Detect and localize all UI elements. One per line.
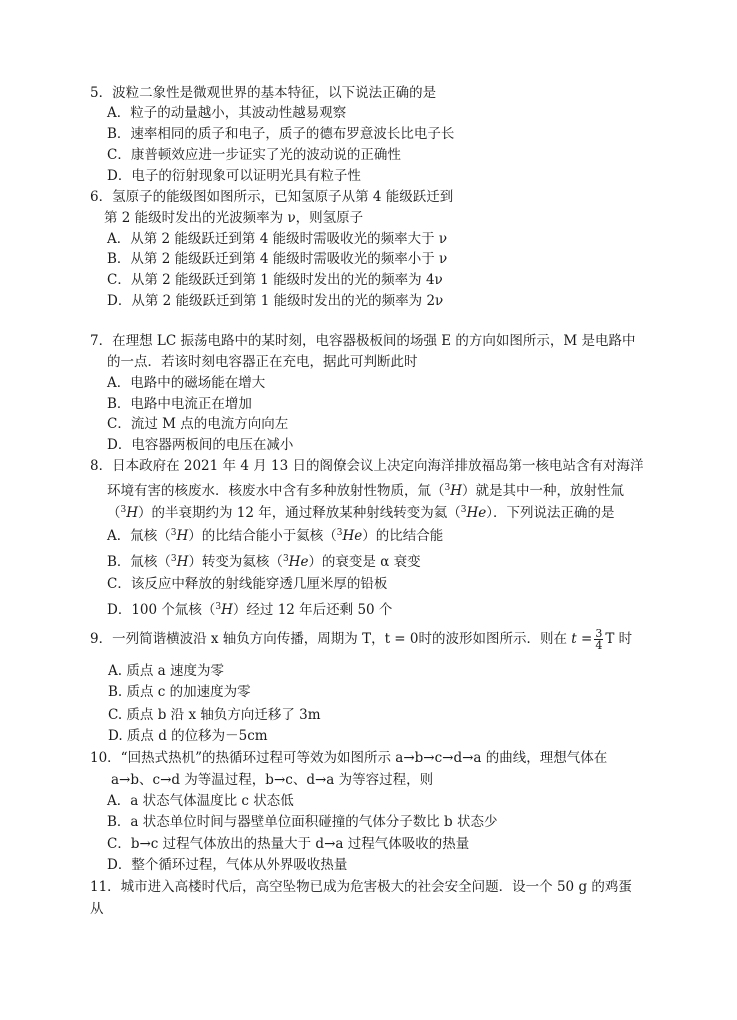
q5-option-c: C．康普顿效应进一步证实了光的波动说的正确性	[107, 147, 401, 163]
q10-option-b: B．a 状态单位时间与器壁单位面积碰撞的气体分子数比 b 状态少	[107, 814, 498, 830]
q6-option-d: D．从第 2 能级跃迁到第 1 能级时发出的光的频率为 2ν	[107, 293, 444, 309]
q9-option-c: C. 质点 b 沿 x 轴负方向迁移了 3m	[108, 707, 321, 723]
q7-option-b: B．电路中电流正在增加	[107, 396, 252, 412]
tritium-symbol: $^3$H	[215, 602, 233, 618]
q10-stem-line1: 10．“回热式热机”的热循环过程可等效为如图所示 a→b→c→d→a 的曲线，理想气体在	[90, 750, 608, 766]
helium-symbol: $^3$He	[282, 554, 309, 570]
q5-option-d: D．电子的衍射现象可以证明光具有粒子性	[107, 168, 361, 184]
q6-stem-line1: 6．氢原子的能级图如图所示，已知氢原子从第 4 能级跃迁到	[90, 189, 454, 205]
q7-option-a: A．电路中的磁场能在增大	[107, 375, 266, 391]
q6-stem-line2: 第 2 能级时发出的光波频率为 ν，则氢原子	[104, 210, 364, 226]
q11-stem-line1: 11．城市进入高楼时代后，高空坠物已成为危害极大的社会安全问题．设一个 50 g 的鸡蛋	[90, 879, 632, 895]
q10-stem-line2: a→b、c→d 为等温过程，b→c、d→a 为等容过程，则	[111, 772, 434, 788]
q5-option-a: A．粒子的动量越小，其波动性越易观察	[107, 105, 347, 121]
q7-option-d: D．电容器两板间的电压在减小	[107, 437, 294, 453]
fraction-three-quarters: $\frac{3}{4}$	[595, 627, 603, 652]
q7-stem-line1: 7．在理想 LC 振荡电路中的某时刻，电容器极板间的场强 E 的方向如图所示，M 是电路中	[90, 333, 636, 349]
tritium-symbol: $^3$H	[120, 505, 139, 521]
q6-option-b: B．从第 2 能级跃迁到第 4 能级时需吸收光的频率小于 ν	[107, 251, 448, 267]
tritium-symbol: $^3$H	[444, 483, 463, 499]
q8-option-b: B．氚核（$^3$H）转变为氦核（$^3$He）的衰变是 α 衰变	[107, 554, 421, 570]
q10-option-a: A．a 状态气体温度比 c 状态低	[107, 793, 294, 809]
q8-option-d: D．100 个氚核（$^3$H）经过 12 年后还剩 50 个	[107, 602, 393, 618]
tritium-symbol: $^3$H	[170, 554, 189, 570]
q8-stem-line2: 环境有害的核废水．核废水中含有多种放射性物质，氚（$^3$H）就是其中一种，放射性氚	[107, 483, 625, 499]
q8-stem-line1: 8．日本政府在 2021 年 4 月 13 日的阁僚会议上决定向海洋排放福岛第一核电站含有对海洋	[90, 458, 644, 474]
q10-option-d: D．整个循环过程，气体从外界吸收热量	[107, 857, 348, 873]
q6-option-c: C．从第 2 能级跃迁到第 1 能级时发出的光的频率为 4ν	[107, 272, 443, 288]
q9-option-b: B. 质点 c 的加速度为零	[108, 684, 251, 700]
q5-stem: 5．波粒二象性是微观世界的基本特征，以下说法正确的是	[90, 85, 437, 101]
q7-option-c: C．流过 M 点的电流方向向左	[107, 416, 289, 432]
q5-option-b: B．速率相同的质子和电子，质子的德布罗意波长比电子长	[107, 126, 455, 142]
q9-option-a: A. 质点 a 速度为零	[108, 663, 224, 679]
q9-option-d: D. 质点 d 的位移为－5cm	[108, 728, 268, 744]
helium-symbol: $^3$He	[460, 505, 487, 521]
helium-symbol: $^3$He	[336, 528, 363, 544]
q9-stem: 9．一列简谐横波沿 x 轴负方向传播，周期为 T，t = 0时的波形如图所示．则在 t = $\frac{3}{4}$ T 时	[90, 627, 633, 652]
q8-option-a: A．氚核（$^3$H）的比结合能小于氦核（$^3$He）的比结合能	[107, 528, 444, 544]
q11-stem-line2: 从	[90, 901, 104, 917]
q6-option-a: A．从第 2 能级跃迁到第 4 能级时需吸收光的频率大于 ν	[107, 231, 448, 247]
q10-option-c: C．b→c 过程气体放出的热量大于 d→a 过程气体吸收的热量	[107, 836, 470, 852]
q8-stem-line3: （$^3$H）的半衰期约为 12 年，通过释放某种射线转变为氦（$^3$He）．下列说法正确的是	[107, 505, 615, 521]
tritium-symbol: $^3$H	[170, 528, 189, 544]
q7-stem-line2: 的一点．若该时刻电容器正在充电，据此可判断此时	[107, 354, 418, 370]
q8-option-c: C．该反应中释放的射线能穿透几厘米厚的铅板	[107, 576, 388, 592]
